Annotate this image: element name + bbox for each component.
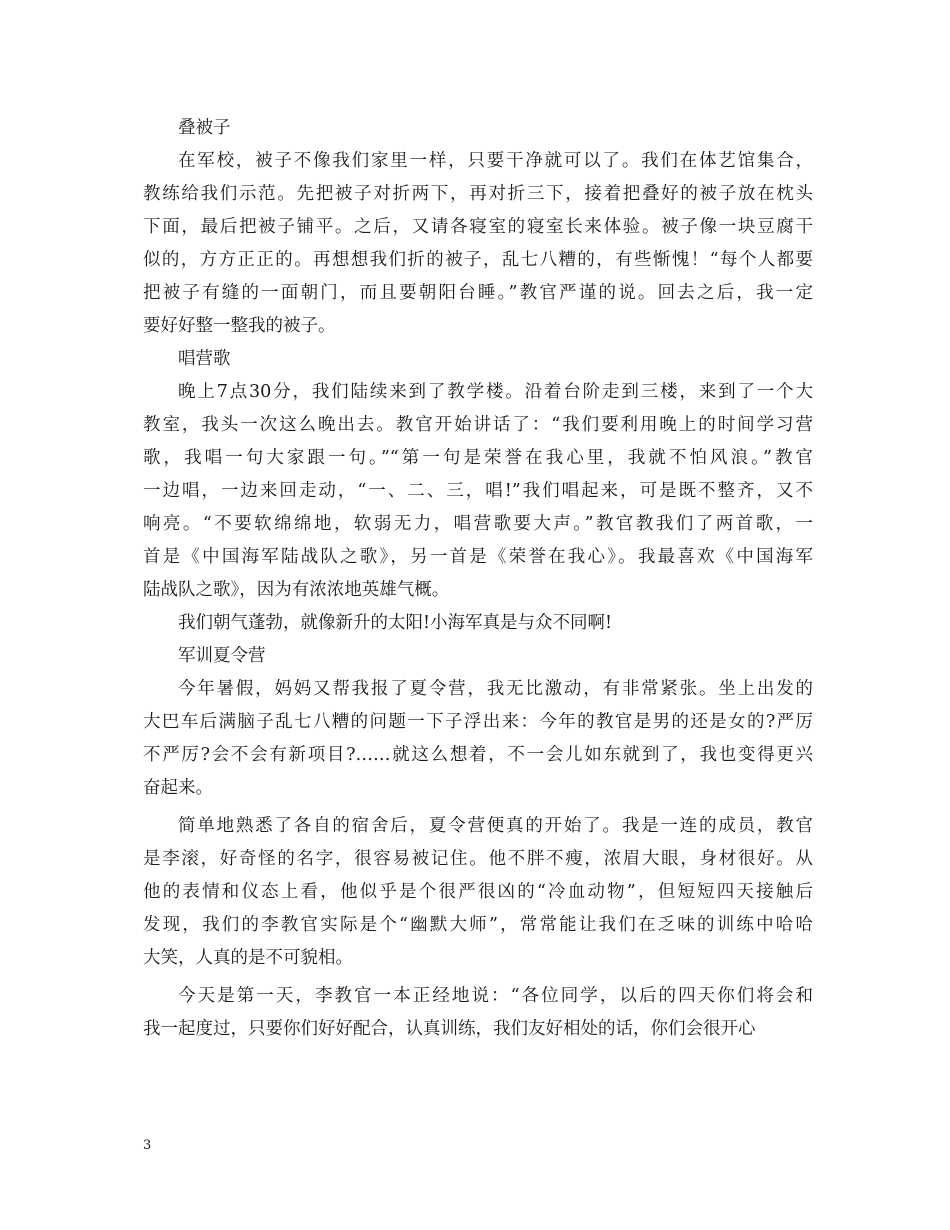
text-line: 陆战队之歌》，因为有浓浓地英雄气概。 — [143, 580, 450, 600]
section-heading: 军训夏令营 — [178, 646, 266, 666]
section-heading: 叠被子 — [178, 118, 231, 138]
paragraph — [143, 607, 813, 640]
text-line: 大巴车后满脑子乱七八糟的问题一下子浮出来：今年的教官是男的还是女的?严厉 — [143, 712, 813, 732]
text-line: 教室，我头一次这么晚出去。教官开始讲话了：“我们要利用晚上的时间学习营 — [143, 415, 813, 435]
text-line: 下面，最后把被子铺平。之后，又请各寝室的寝室长来体验。被子像一块豆腐干 — [143, 217, 813, 237]
text-line: 似的，方方正正的。再想想我们折的被子，乱七八糟的，有些惭愧！“每个人都要 — [143, 250, 813, 270]
text-line: 歌，我唱一句大家跟一句。”“第一句是荣誉在我心里，我就不怕风浪。”教官 — [143, 448, 813, 468]
paragraph — [143, 673, 813, 805]
paragraph — [143, 145, 813, 343]
text-line: 首是《中国海军陆战队之歌》，另一首是《荣誉在我心》。我最喜欢《中国海军 — [143, 547, 813, 567]
section-heading: 唱营歌 — [178, 349, 231, 369]
text-line: 今年暑假，妈妈又帮我报了夏令营，我无比激动，有非常紧张。坐上出发的 — [178, 679, 813, 699]
text-line: 发现，我们的李教官实际是个“幽默大师”，常常能让我们在乏味的训练中哈哈 — [143, 915, 813, 935]
text-line: 把被子有缝的一面朝门，而且要朝阳台睡。”教官严谨的说。回去之后，我一定 — [143, 283, 813, 303]
document-body — [143, 112, 813, 1046]
paragraph — [143, 980, 813, 1046]
text-line: 不严厉?会不会有新项目?……就这么想着，不一会儿如东就到了，我也变得更兴 — [143, 745, 813, 765]
text-line: 在军校，被子不像我们家里一样，只要干净就可以了。我们在体艺馆集合， — [178, 151, 813, 171]
text-line: 要好好整一整我的被子。 — [143, 316, 336, 336]
text-line: 奋起来。 — [143, 778, 213, 798]
text-line: 简单地熟悉了各自的宿舍后，夏令营便真的开始了。我是一连的成员，教官 — [178, 816, 813, 836]
paragraph — [143, 810, 813, 975]
page-number: 3 — [143, 1138, 152, 1153]
text-line: 响亮。“不要软绵绵地，软弱无力，唱营歌要大声。”教官教我们了两首歌，一 — [143, 514, 813, 534]
text-line: 他的表情和仪态上看，他似乎是个很严很凶的“冷血动物”，但短短四天接触后 — [143, 882, 813, 902]
paragraph — [143, 376, 813, 607]
text-line: 是李滚，好奇怪的名字，很容易被记住。他不胖不瘦，浓眉大眼，身材很好。从 — [143, 849, 813, 869]
text-line: 一边唱，一边来回走动，“一、二、三，唱!”我们唱起来，可是既不整齐，又不 — [143, 481, 813, 501]
text-line: 我一起度过，只要你们好好配合，认真训练，我们友好相处的话，你们会很开心 — [143, 1019, 756, 1039]
text-line: 晚上7点30分，我们陆续来到了教学楼。沿着台阶走到三楼，来到了一个大 — [178, 382, 813, 402]
text-line: 教练给我们示范。先把被子对折两下，再对折三下，接着把叠好的被子放在枕头 — [143, 184, 813, 204]
text-line: 我们朝气蓬勃，就像新升的太阳!小海军真是与众不同啊! — [178, 613, 613, 633]
text-line: 大笑，人真的是不可貌相。 — [143, 948, 353, 968]
text-line: 今天是第一天，李教官一本正经地说：“各位同学，以后的四天你们将会和 — [178, 986, 813, 1006]
